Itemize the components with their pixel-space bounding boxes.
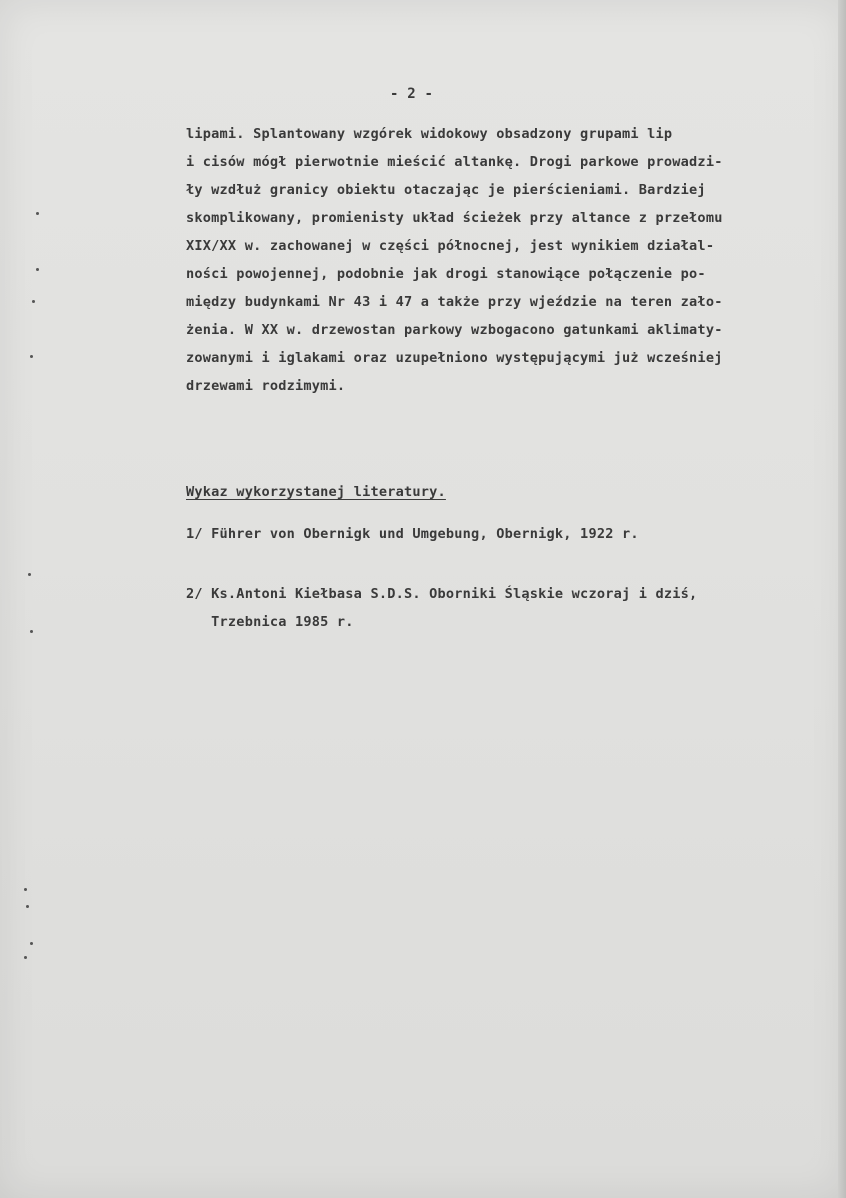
reference-item: 1/ Führer von Obernigk und Umgebung, Obernigk, 1922 r. [186, 526, 639, 542]
paragraph-line: i cisów mógł pierwotnie mieścić altankę. Drogi parkowe prowadzi- [186, 154, 723, 170]
paragraph-line: między budynkami Nr 43 i 47 a także przy wjeździe na teren zało- [186, 294, 723, 310]
margin-speck [24, 956, 27, 959]
page-edge [838, 0, 846, 1198]
reference-item: 2/ Ks.Antoni Kiełbasa S.D.S. Oborniki Śląskie wczoraj i dziś, [186, 586, 698, 602]
paragraph-line: ły wzdłuż granicy obiektu otaczając je pierścieniami. Bardziej [186, 182, 706, 198]
paragraph-line: ności powojennej, podobnie jak drogi stanowiące połączenie po- [186, 266, 706, 282]
margin-speck [28, 573, 31, 576]
margin-speck [36, 212, 39, 215]
margin-speck [36, 268, 39, 271]
margin-speck [24, 888, 27, 891]
margin-speck [30, 942, 33, 945]
margin-speck [30, 355, 33, 358]
paragraph-line: lipami. Splantowany wzgórek widokowy obsadzony grupami lip [186, 126, 673, 142]
paragraph-line: XIX/XX w. zachowanej w części północnej, jest wynikiem działal- [186, 238, 715, 254]
paragraph-line: żenia. W XX w. drzewostan parkowy wzbogacono gatunkami aklimaty- [186, 322, 723, 338]
literature-heading: Wykaz wykorzystanej literatury. [186, 484, 446, 500]
paragraph-line: drzewami rodzimymi. [186, 378, 346, 394]
margin-speck [26, 905, 29, 908]
margin-speck [30, 630, 33, 633]
paragraph-line: skomplikowany, promienisty układ ścieżek przy altance z przełomu [186, 210, 723, 226]
paragraph-line: zowanymi i iglakami oraz uzupełniono występującymi już wcześniej [186, 350, 723, 366]
page-number: - 2 - [390, 86, 434, 102]
reference-item-continuation: Trzebnica 1985 r. [186, 614, 354, 630]
margin-speck [32, 300, 35, 303]
